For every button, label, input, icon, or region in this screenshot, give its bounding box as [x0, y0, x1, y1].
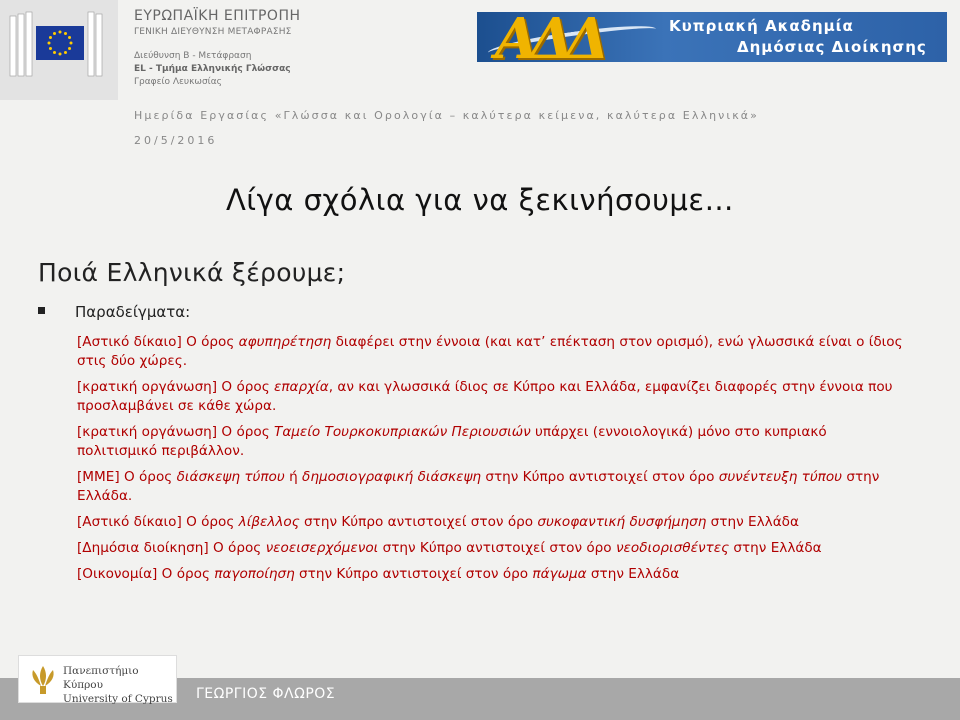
ec-department	[134, 50, 301, 89]
example-text: στην Ελλάδα	[586, 566, 680, 582]
eu-star-icon	[59, 31, 62, 34]
example-text: [Αστικό δίκαιο] Ο όρος	[77, 334, 239, 350]
example-term: συνέντευξη τύπου	[718, 469, 843, 485]
example-term: αφυπηρέτηση	[238, 334, 332, 350]
uc-name-english: University of Cyprus	[63, 693, 173, 706]
eu-star-icon	[48, 42, 51, 45]
example-term: παγοποίηση	[214, 566, 295, 582]
example-text: [ΜΜΕ] Ο όρος	[77, 469, 177, 485]
event-date: 20/5/2016	[134, 134, 218, 147]
eu-star-icon	[49, 47, 52, 50]
example-term: Ταμείο Τουρκοκυπριακών Περιουσιών	[274, 424, 531, 440]
example-text: [Οικονομία] Ο όρος	[77, 566, 215, 582]
example-term: νεοεισερχόμενοι	[265, 540, 379, 556]
example-term: δημοσιογραφική διάσκεψη	[302, 469, 482, 485]
eu-star-icon	[59, 53, 62, 56]
university-emblem-icon	[27, 662, 59, 696]
example-term: διάσκεψη τύπου	[176, 469, 285, 485]
example-term: επαρχία	[274, 379, 329, 395]
example-text: στην Ελλάδα	[729, 540, 822, 556]
example-text: στην Ελλάδα	[706, 514, 799, 530]
example-item	[77, 423, 907, 461]
example-text: [κρατική οργάνωση] Ο όρος	[77, 379, 275, 395]
slide-title: Λίγα σχόλια για να ξεκινήσουμε…	[225, 183, 735, 217]
example-item	[77, 539, 907, 558]
eu-star-icon	[68, 36, 71, 39]
dept-line-1: Διεύθυνση B - Μετάφραση	[134, 50, 252, 61]
example-item	[77, 333, 907, 371]
ec-header-text	[134, 8, 301, 89]
footer-author: ΓΕΩΡΓΙΟΣ ΦΛΩΡΟΣ	[196, 686, 336, 702]
slide-subtitle: Ποιά Ελληνικά ξέρουμε;	[38, 258, 346, 287]
example-text: στην Ελλάδα.	[77, 469, 880, 504]
example-text: [Αστικό δίκαιο] Ο όρος	[77, 514, 239, 530]
ec-logo-panel	[0, 0, 118, 100]
uc-name-greek: Πανεπιστήμιο Κύπρου	[63, 665, 139, 692]
european-commission-logo-icon	[8, 10, 108, 88]
example-text: , αν και γλωσσικά ίδιος σε Κύπρο και Ελλάδα, εμφανίζει διαφορές στην έννοια που προσλαμβάνει σε κάθε χώρα.	[77, 379, 893, 414]
example-text: υπάρχει (εννοιολογικά) μόνο στο κυπριακό πολιτισμικό περιβάλλον.	[77, 424, 827, 459]
event-title: Ημερίδα Εργασίας «Γλώσσα και Ορολογία – καλύτερα κείμενα, καλύτερα Ελληνικά»	[134, 109, 759, 122]
dept-line-3: Γραφείο Λευκωσίας	[134, 76, 222, 87]
example-text: στην Κύπρο αντιστοιχεί στον όρο	[481, 469, 719, 485]
example-term: πάγωμα	[532, 566, 587, 582]
bullet-label: Παραδείγματα:	[75, 303, 191, 321]
bullet-item	[38, 303, 190, 321]
example-text: [κρατική οργάνωση] Ο όρος	[77, 424, 275, 440]
banner-line-2: Δημόσιας Διοίκησης	[737, 38, 927, 56]
academy-banner	[477, 12, 947, 62]
example-text: στην Κύπρο αντιστοιχεί στον όρο	[378, 540, 616, 556]
example-item	[77, 513, 907, 532]
ec-title: ΕΥΡΩΠΑΪΚΗ ΕΠΙΤΡΟΠΗ	[134, 8, 301, 24]
eu-star-icon	[64, 32, 67, 35]
university-of-cyprus-logo	[18, 655, 177, 706]
example-text: στην Κύπρο αντιστοιχεί στον όρο	[299, 514, 538, 530]
example-term: συκοφαντική δυσφήμηση	[537, 514, 707, 530]
example-term: νεοδιορισθέντες	[615, 540, 730, 556]
example-item	[77, 378, 907, 416]
example-item	[77, 468, 907, 506]
example-item	[77, 565, 907, 584]
dept-line-2	[134, 63, 301, 76]
square-bullet-icon	[38, 307, 45, 314]
example-term: λίβελλος	[238, 514, 300, 530]
eu-star-icon	[53, 32, 56, 35]
example-text: στην Κύπρο αντιστοιχεί στον όρο	[294, 566, 533, 582]
academy-logo-glyphs: ΑΔΔ	[495, 12, 602, 62]
example-text: ή	[284, 469, 303, 485]
ec-subtitle: ΓΕΝΙΚΗ ΔΙΕΥΘΥΝΣΗ ΜΕΤΑΦΡΑΣΗΣ	[134, 26, 292, 37]
banner-line-1: Κυπριακή Ακαδημία	[669, 17, 854, 35]
eu-star-icon	[64, 51, 67, 54]
eu-star-icon	[68, 47, 71, 50]
eu-star-icon	[53, 51, 56, 54]
example-text: διαφέρει στην έννοια (και κατ’ επέκταση στον ορισμό), ενώ γλωσσικά είναι ο ίδιος στις δύο χώρες.	[77, 334, 903, 369]
examples-list	[77, 333, 907, 591]
university-name	[63, 664, 176, 707]
eu-star-icon	[70, 42, 73, 45]
eu-star-icon	[49, 36, 52, 39]
example-text: [Δημόσια διοίκηση] Ο όρος	[77, 540, 266, 556]
dept-line-2-text: EL - Τμήμα Ελληνικής Γλώσσας	[134, 63, 291, 74]
